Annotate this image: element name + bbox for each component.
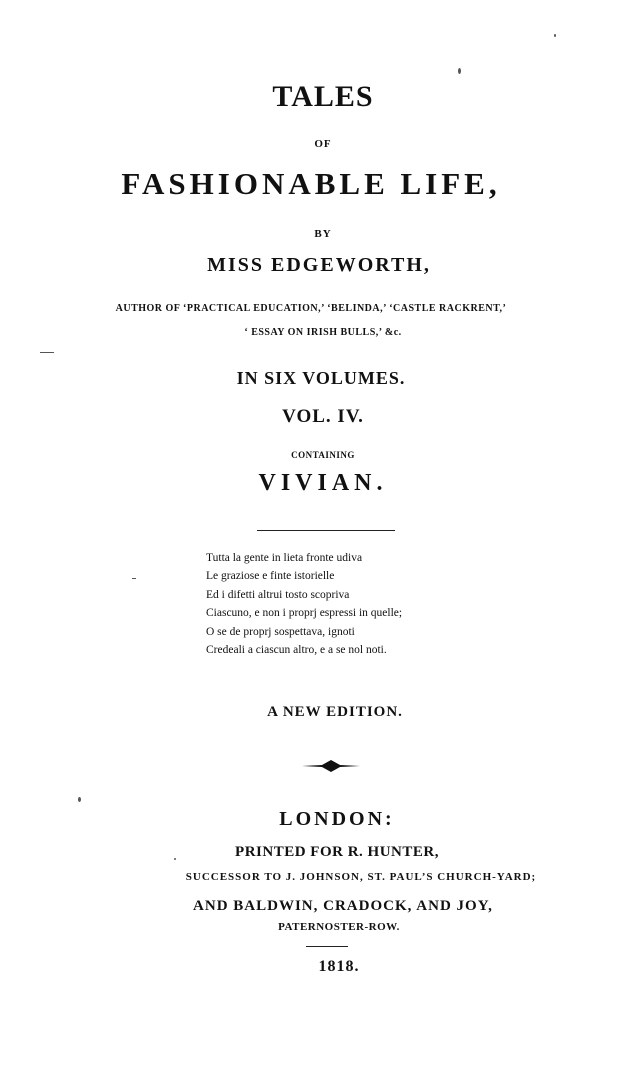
scan-speck: [40, 352, 54, 353]
epigraph-line: Ed i difetti altrui tosto scopriva: [206, 588, 350, 601]
scan-speck: [174, 858, 176, 860]
byline-by: BY: [314, 228, 332, 240]
scan-speck: [554, 34, 556, 37]
diamond-rule-icon: [302, 759, 360, 773]
divider-rule: [257, 530, 395, 531]
volume-number: VOL. IV.: [282, 406, 364, 427]
containing-label: CONTAINING: [291, 450, 355, 460]
scan-speck: [132, 578, 136, 579]
epigraph-line: Ciascuno, e non i proprj espressi in quelle;: [206, 607, 403, 620]
imprint-co-publishers: AND BALDWIN, CRADOCK, AND JOY,: [193, 898, 493, 914]
imprint-printer: PRINTED FOR R. HUNTER,: [235, 844, 439, 860]
short-rule: [306, 946, 348, 947]
author-works-line-1: AUTHOR OF ‘PRACTICAL EDUCATION,’ ‘BELINDA,’ ‘CASTLE RACKRENT,’: [115, 303, 507, 314]
epigraph-line: O se de proprj sospettava, ignoti: [206, 625, 355, 638]
imprint-address: PATERNOSTER-ROW.: [278, 921, 400, 933]
epigraph-line: Le graziose e finte istorielle: [206, 570, 335, 583]
title-fashionable-life: FASHIONABLE LIFE,: [121, 166, 501, 201]
scan-speck: [458, 68, 461, 74]
scan-speck: [78, 797, 81, 802]
imprint-year: 1818.: [318, 958, 360, 975]
title-of: OF: [314, 138, 332, 150]
title-tales: TALES: [272, 80, 374, 113]
imprint-successor: SUCCESSOR TO J. JOHNSON, ST. PAUL’S CHURCH-YARD;: [185, 871, 537, 883]
edition-note: A NEW EDITION.: [267, 704, 403, 720]
author-works-line-2: ‘ ESSAY ON IRISH BULLS,’ &c.: [244, 327, 402, 338]
author-name: MISS EDGEWORTH,: [207, 254, 431, 276]
epigraph-line: Credeali a ciascun altro, e a se nol noti.: [206, 644, 387, 657]
volume-count: IN SIX VOLUMES.: [236, 368, 406, 388]
epigraph-line: Tutta la gente in lieta fronte udiva: [206, 552, 363, 564]
epigraph: [206, 549, 506, 659]
story-title: VIVIAN.: [258, 470, 388, 496]
imprint-place: LONDON:: [279, 808, 395, 830]
